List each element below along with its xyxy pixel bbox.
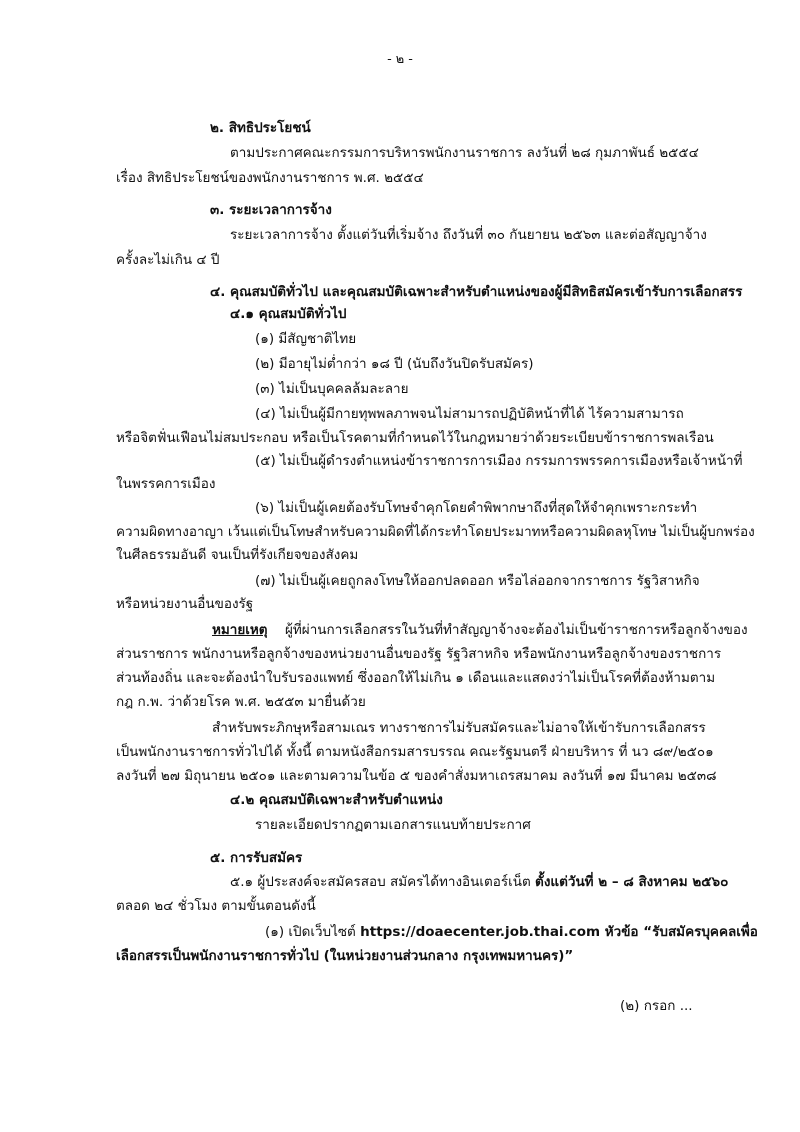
qualification-item-2: (๒) มีอายุไม่ต่ำกว่า ๑๘ ปี (นับถึงวันปิดรับสมัคร) (255, 356, 534, 372)
section-3-line-2: ครั้งละไม่เกิน ๔ ปี (116, 252, 220, 268)
note-label: หมายเหตุ (212, 622, 268, 638)
section-5-heading: ๕. การรับสมัคร (210, 850, 303, 866)
note-line-2: ส่วนราชการ พนักงานหรือลูกจ้างของหน่วยงานอื่นของรัฐ รัฐวิสาหกิจ หรือพนักงานหรือลูกจ้างของราชการ (116, 646, 722, 662)
qualification-item-6-cont-2: ในศีลธรรมอันดี จนเป็นที่รังเกียจของสังคม (116, 547, 359, 563)
section-5-1-text: ๕.๑ ผู้ประสงค์จะสมัครสอบ สมัครได้ทางอินเตอร์เน็ต (230, 874, 531, 890)
qualification-item-1: (๑) มีสัญชาติไทย (255, 331, 357, 347)
monk-line-1: สำหรับพระภิกษุหรือสามเณร ทางราชการไม่รับสมัครและไม่อาจให้เข้ารับการเลือกสรร (212, 720, 706, 736)
step-1-line-1 (265, 922, 758, 942)
qualification-item-4: (๔) ไม่เป็นผู้มีกายทุพพลภาพจนไม่สามารถปฏิบัติหน้าที่ได้ ไร้ความสามารถ (255, 406, 684, 422)
section-3-heading: ๓. ระยะเวลาการจ้าง (210, 202, 332, 218)
note-line-4: กฎ ก.พ. ว่าด้วยโรค พ.ศ. ๒๕๕๓ มายื่นด้วย (116, 694, 366, 710)
qualification-item-4-cont: หรือจิตฟั่นเฟือนไม่สมประกอบ หรือเป็นโรคตามที่กำหนดไว้ในกฎหมายว่าด้วยระเบียบข้าราชการพลเรือน (116, 430, 714, 446)
qualification-item-5: (๕) ไม่เป็นผู้ดำรงตำแหน่งข้าราชการการเมือง กรรมการพรรคการเมืองหรือเจ้าหน้าที่ (255, 453, 743, 469)
application-period: ตั้งแต่วันที่ ๒ – ๘ สิงหาคม ๒๕๖๐ (535, 874, 729, 890)
section-4-2-heading: ๔.๒ คุณสมบัติเฉพาะสำหรับตำแหน่ง (230, 792, 443, 808)
section-2-line-1: ตามประกาศคณะกรรมการบริหารพนักงานราชการ ลงวันที่ ๒๘ กุมภาพันธ์ ๒๕๕๔ (230, 145, 699, 161)
application-website: https://doaecenter.job.thai.com หัวข้อ “รับสมัครบุคคลเพื่อ (360, 924, 758, 940)
qualification-item-7: (๗) ไม่เป็นผู้เคยถูกลงโทษให้ออกปลดออก หรือไล่ออกจากราชการ รัฐวิสาหกิจ (255, 573, 700, 589)
step-1-line-2: เลือกสรรเป็นพนักงานราชการทั่วไป (ในหน่วยงานส่วนกลาง กรุงเทพมหานคร)” (116, 948, 574, 964)
section-5-1-line-2: ตลอด ๒๔ ชั่วโมง ตามขั้นตอนดังนี้ (116, 898, 316, 914)
section-4-2-text: รายละเอียดปรากฏตามเอกสารแนบท้ายประกาศ (255, 817, 531, 833)
qualification-item-5-cont: ในพรรคการเมือง (116, 476, 216, 492)
qualification-item-3: (๓) ไม่เป็นบุคคลล้มละลาย (255, 381, 409, 397)
step-1-prefix: (๑) เปิดเว็บไซต์ (265, 924, 356, 940)
note-line-3: ส่วนท้องถิ่น และจะต้องนำใบรับรองแพทย์ ซึ่งออกให้ไม่เกิน ๑ เดือนและแสดงว่าไม่เป็นโรคที่ต้องห้ามตาม (116, 670, 716, 686)
qualification-item-6: (๖) ไม่เป็นผู้เคยต้องรับโทษจำคุกโดยคำพิพากษาถึงที่สุดให้จำคุกเพราะกระทำ (255, 500, 698, 516)
section-4-heading: ๔. คุณสมบัติทั่วไป และคุณสมบัติเฉพาะสำหรับตำแหน่งของผู้มีสิทธิสมัครเข้ารับการเลือกสรร (210, 284, 743, 300)
qualification-item-6-cont-1: ความผิดทางอาญา เว้นแต่เป็นโทษสำหรับความผิดที่ได้กระทำโดยประมาทหรือความผิดลหุโทษ ไม่เป็นผู้บกพร่อง (116, 524, 755, 540)
section-3-line-1: ระยะเวลาการจ้าง ตั้งแต่วันที่เริ่มจ้าง ถึงวันที่ ๓๐ กันยายน ๒๕๖๓ และต่อสัญญาจ้าง (230, 227, 707, 243)
continuation-marker: (๒) กรอก ... (620, 998, 693, 1014)
section-4-1-heading: ๔.๑ คุณสมบัติทั่วไป (230, 306, 347, 322)
page-number: - ๒ - (387, 52, 413, 67)
monk-line-3: ลงวันที่ ๒๗ มิถุนายน ๒๕๐๑ และตามความในข้อ ๕ ของคำสั่งมหาเถรสมาคม ลงวันที่ ๑๗ มีนาคม ๒๕๓๘ (116, 768, 717, 784)
monk-line-2: เป็นพนักงานราชการทั่วไปได้ ทั้งนี้ ตามหนังสือกรมสารบรรณ คณะรัฐมนตรี ฝ่ายบริหาร ที่ นว ๘๙/๒๕๐๑ (116, 744, 714, 760)
section-2-line-2: เรื่อง สิทธิประโยชน์ของพนักงานราชการ พ.ศ. ๒๕๕๔ (116, 170, 424, 186)
qualification-item-7-cont: หรือหน่วยงานอื่นของรัฐ (116, 596, 254, 612)
note-line-1: ผู้ที่ผ่านการเลือกสรรในวันที่ทำสัญญาจ้างจะต้องไม่เป็นข้าราชการหรือลูกจ้างของ (285, 622, 748, 638)
section-2-heading: ๒. สิทธิประโยชน์ (210, 120, 311, 136)
section-5-1-line-1 (230, 872, 728, 892)
